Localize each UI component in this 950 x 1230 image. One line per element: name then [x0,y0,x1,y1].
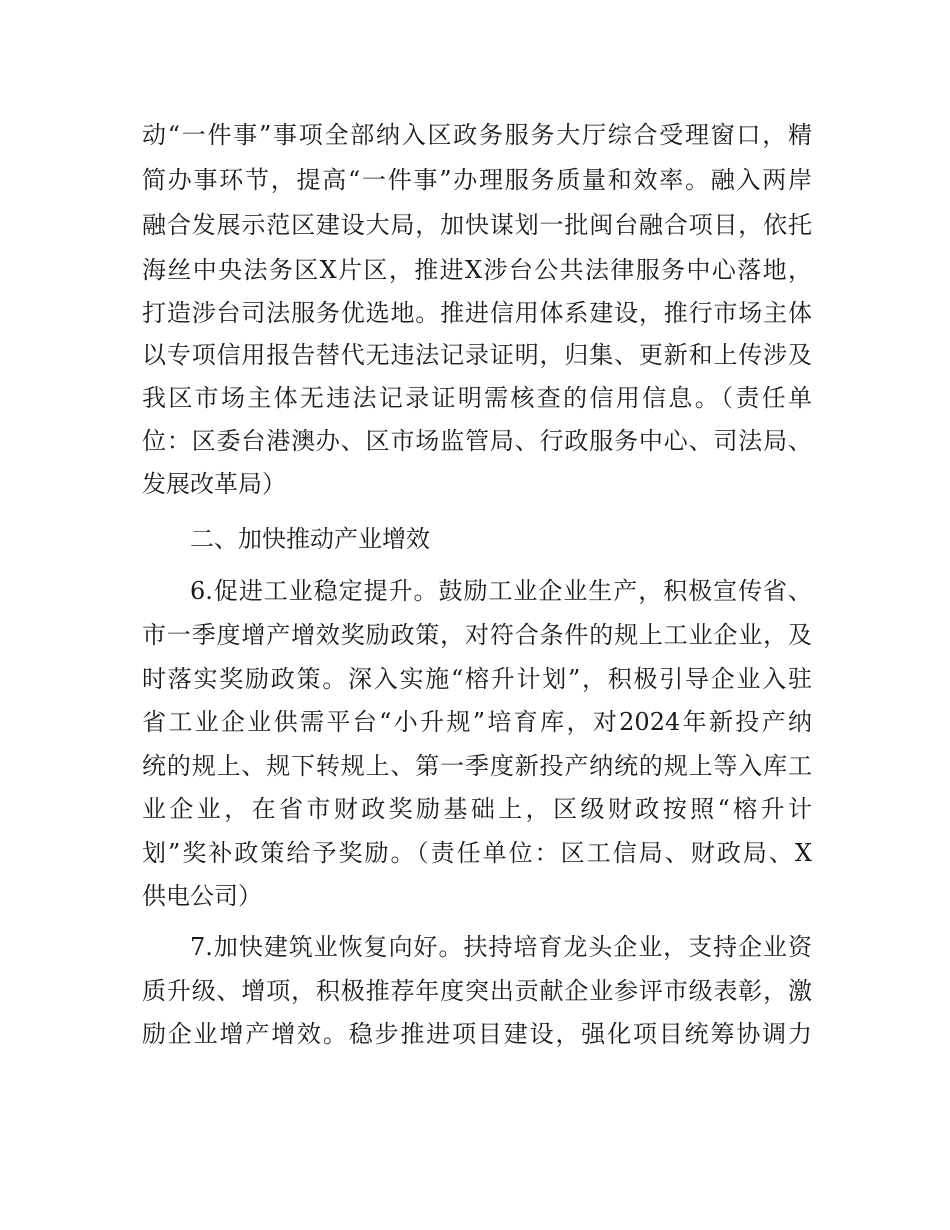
paragraph-line: 融合发展示范区建设大局，加快谋划一批闽台融合项目，依托 [142,211,812,239]
section-heading: 二、加快推动产业增效 [190,525,430,553]
paragraph-line: 打造涉台司法服务优选地。推进信用体系建设，推行市场主体 [142,299,812,327]
item-6-line: 统的规上、规下转规上、第一季度新投产纳统的规上等入库工 [142,752,812,780]
item-6-line: 省工业企业供需平台“小升规”培育库，对2024年新投产纳 [142,708,812,736]
paragraph-line: 海丝中央法务区X片区，推进X涉台公共法律服务中心落地， [142,256,812,284]
paragraph-line: 以专项信用报告替代无违法记录证明，归集、更新和上传涉及 [142,341,812,369]
paragraph-line: 动“一件事”事项全部纳入区政务服务大厅综合受理窗口，精 [142,121,812,149]
item-6-line: 供电公司） [142,882,262,910]
item-7-line: 质升级、增项，积极推荐年度突出贡献企业参评市级表彰，激 [142,977,812,1005]
paragraph-line: 我区市场主体无违法记录证明需核查的信用信息。（责任单 [142,384,812,412]
item-7-line: 7.加快建筑业恢复向好。扶持培育龙头企业，支持企业资 [190,933,812,961]
item-6-line: 业企业，在省市财政奖励基础上，区级财政按照“榕升计 [142,795,812,823]
paragraph-line: 位：区委台港澳办、区市场监管局、行政服务中心、司法局、 [142,427,812,455]
item-6-line: 划”奖补政策给予奖励。（责任单位：区工信局、财政局、X [142,839,812,867]
item-7-line: 励企业增产增效。稳步推进项目建设，强化项目统筹协调力 [142,1020,812,1048]
paragraph-line: 发展改革局） [142,470,286,498]
item-6-line: 时落实奖励政策。深入实施“榕升计划”，积极引导企业入驻 [142,665,812,693]
paragraph-line: 简办事环节，提高“一件事”办理服务质量和效率。融入两岸 [142,166,812,194]
item-6-line: 市一季度增产增效奖励政策，对符合条件的规上工业企业，及 [142,621,812,649]
item-6-line: 6.促进工业稳定提升。鼓励工业企业生产，积极宣传省、 [190,577,812,605]
